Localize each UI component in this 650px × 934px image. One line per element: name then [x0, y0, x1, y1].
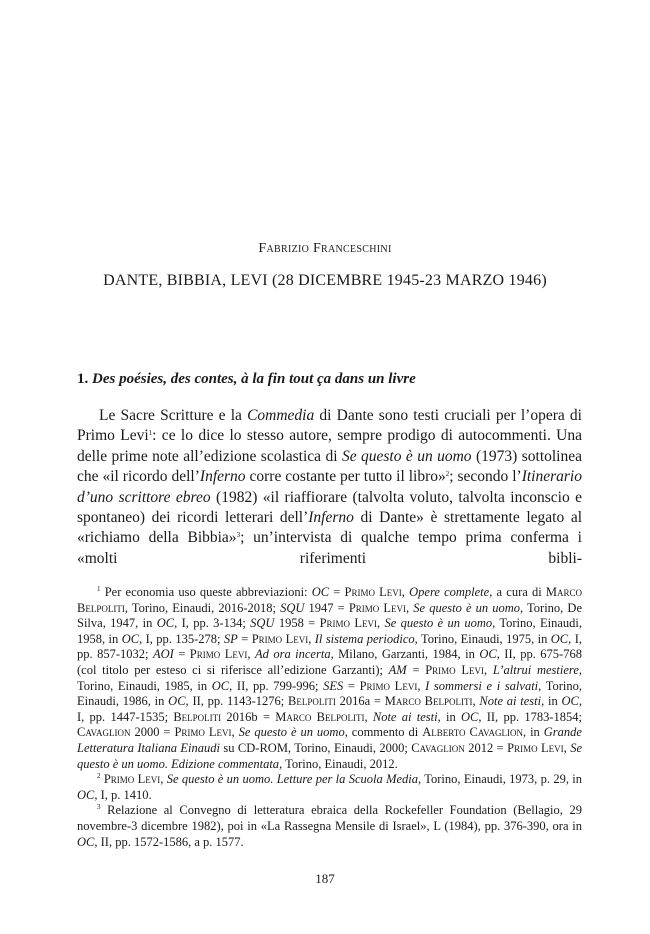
text-run: ,	[563, 740, 571, 755]
text-run: , in	[437, 709, 461, 724]
footnote-ref: 2	[445, 470, 450, 479]
article-title: DANTE, BIBBIA, LEVI (28 DICEMBRE 1945-23 MARZO 1946)	[103, 272, 547, 289]
text-run: , Torino, Einaudi, 1958, in	[77, 616, 583, 646]
page-number: 187	[315, 871, 335, 886]
text-run: Note ai testi	[372, 709, 438, 724]
text-run: =	[406, 662, 426, 677]
text-run: Note ai testi	[479, 694, 542, 709]
text-run: Se questo è un uomo	[341, 447, 472, 465]
text-run: : ce lo dice lo stesso autore, sempre prodigo di autocommenti. Una delle prime note all’edizione scolastica di	[77, 427, 582, 465]
text-run: , Milano, Garzanti, 1984, in	[330, 647, 480, 662]
text-run: , II, pp. 1572-1586, a p. 1577.	[94, 834, 244, 849]
text-run: Per economia uso queste abbreviazioni:	[104, 585, 312, 599]
text-run: Primo Levi	[507, 740, 564, 755]
text-run: OC	[311, 585, 330, 599]
text-run: 2016a =	[335, 694, 385, 709]
text-run: =	[343, 678, 360, 693]
text-run: OC	[77, 787, 95, 802]
text-run: OC	[156, 616, 175, 631]
text-run: 1958 =	[274, 616, 320, 631]
text-run: , Torino, Einaudi, 1986, in	[77, 678, 582, 709]
text-run: OC	[77, 834, 95, 849]
footnote-mark: 2	[97, 772, 101, 781]
text-run: L’altrui mestiere	[492, 662, 579, 677]
text-run: Se questo è un uomo. Edizione commentata	[77, 740, 583, 771]
text-run: OC	[211, 678, 230, 693]
text-run: , Torino, Einaudi, 1973, p. 29, in	[418, 772, 582, 787]
text-run: di Dante» è strettamente legato al «richiamo della Bibbia»	[77, 509, 583, 547]
footnotes	[77, 585, 582, 850]
text-run: Alberto Cavaglion	[422, 725, 523, 740]
text-run: Grande Letteratura Italiana Einaudi	[77, 725, 582, 755]
text-run: Belpoliti	[173, 709, 222, 724]
author-name: Fabrizio Franceschini	[258, 241, 392, 256]
text-run: , I, pp. 857-1032;	[77, 631, 582, 662]
text-run: 1947 =	[304, 600, 349, 615]
text-run: AOI	[152, 647, 174, 662]
section-title: Des poésies, des contes, à la fin tout ça dans un livre	[92, 371, 416, 387]
text-run: Marco Belpoliti	[275, 709, 365, 724]
text-run: Opere complete	[409, 585, 490, 599]
text-run: Primo Levi	[359, 678, 418, 693]
text-run: Primo Levi	[348, 600, 407, 615]
text-run: Cavaglion	[411, 740, 465, 755]
text-run: AM	[388, 662, 407, 677]
text-run: OC	[561, 694, 579, 709]
text-run: ,	[160, 772, 167, 787]
text-run: SES	[323, 678, 344, 693]
text-run: ,	[417, 678, 426, 693]
text-run: Inferno	[199, 468, 246, 486]
text-run: Cavaglion	[77, 725, 131, 740]
text-run: Primo Levi	[319, 616, 377, 631]
text-run: =	[237, 631, 252, 646]
text-run: ,	[406, 600, 414, 615]
text-run: Relazione al Convegno di letteratura ebraica della Rockefeller Foundation (Bellagio, 29 novembre-3 dicembre 1982), poi in «La Rassegna Mensile di Israel», L (1984), pp. 376-390, ora in	[77, 803, 582, 833]
text-run: Se questo è un uomo. Letture per la Scuola Media	[166, 772, 419, 787]
section-heading	[77, 371, 587, 388]
text-run: ; un’intervista di qualche tempo prima conferma i «molti riferimenti bibli-	[77, 529, 582, 567]
text-run: , in	[523, 725, 544, 740]
text-run: , commento di	[344, 725, 423, 740]
text-run: , Torino, Einaudi, 2016-2018;	[124, 600, 281, 615]
text-run: ,	[401, 585, 410, 599]
text-run: , II, pp. 1143-1276;	[185, 694, 289, 709]
text-run: Inferno	[308, 509, 354, 527]
text-run: , Torino, De Silva, 1947, in	[77, 600, 582, 631]
text-run: 2016b =	[221, 709, 276, 724]
text-run: , II, pp. 799-996;	[229, 678, 324, 693]
text-run: , I, pp. 3-134;	[174, 616, 251, 631]
text-run: Le Sacre Scritture e la	[99, 407, 248, 424]
text-run: (1982) «il riaffiorare (talvolta voluto, talvolta inconscio e spontaneo) dei ricordi letterari dell’	[77, 488, 582, 527]
body-text	[77, 406, 582, 569]
text-run: ,	[247, 647, 255, 662]
text-run: ,	[377, 616, 385, 631]
text-run: SP	[223, 631, 238, 646]
text-run: Il sistema periodico	[314, 631, 415, 646]
footnote-3	[77, 803, 582, 850]
footnote-ref: 3	[236, 531, 241, 540]
text-run: Ad ora incerta	[254, 647, 331, 662]
text-run: =	[173, 647, 190, 662]
text-run: ,	[231, 725, 239, 740]
text-run: ,	[484, 662, 493, 677]
body-paragraph	[77, 406, 582, 569]
text-run: Marco Belpoliti	[384, 694, 473, 709]
text-run: di Dante sono testi cruciali per l’opera di Primo Levi	[77, 407, 582, 445]
text-run: ,	[364, 709, 373, 724]
text-run: Primo Levi	[174, 725, 232, 740]
text-run: Se questo è un uomo	[238, 725, 345, 740]
text-run: Primo Levi	[251, 631, 309, 646]
text-run: Primo Levi	[103, 772, 161, 787]
footnote-ref: 1	[148, 429, 153, 438]
text-run: OC	[479, 647, 497, 662]
text-run: 2000 =	[130, 725, 175, 740]
text-run: OC	[168, 694, 186, 709]
footnote-2	[77, 772, 582, 803]
text-run: , a cura di	[489, 585, 546, 599]
text-run: Commedia	[247, 407, 315, 424]
section-number: 1.	[77, 371, 89, 387]
text-run: Se questo è un uomo	[413, 600, 521, 615]
text-run: ,	[472, 694, 480, 709]
text-run: I sommersi e i salvati	[425, 678, 539, 693]
text-run: OC	[550, 631, 569, 646]
text-run: , I, pp. 1447-1535;	[77, 694, 583, 724]
text-run: , I, pp. 135-278;	[139, 631, 224, 646]
text-run: OC	[121, 631, 140, 646]
text-run: Marco Belpoliti	[77, 585, 583, 615]
text-run: , II, pp. 675-768 (col titolo per esteso ci si riferisce all’edizione Garzanti);	[77, 647, 582, 677]
text-run: , Torino, Einaudi, 2012.	[279, 756, 398, 771]
text-run: Itinerario d’uno scrittore ebreo	[77, 468, 582, 506]
text-run: Se questo è un uomo	[384, 616, 493, 631]
text-run: , Torino, Einaudi, 1985, in	[77, 662, 582, 693]
footnote-mark: 3	[97, 803, 101, 812]
text-run: , I, p. 1410.	[94, 787, 152, 802]
text-run: , II, pp. 1783-1854;	[478, 709, 582, 724]
text-run: 2012 =	[464, 740, 508, 755]
text-run: Belpoliti	[288, 694, 336, 709]
text-run: Primo Levi	[344, 585, 402, 599]
text-run: (1973) sottolinea che «il ricordo dell’	[77, 447, 582, 486]
text-run: ; secondo l’	[449, 468, 522, 486]
text-run: , in	[541, 694, 562, 709]
text-run: su CD-ROM, Torino, Einaudi, 2000;	[219, 740, 412, 755]
text-run: , Torino, Einaudi, 1975, in	[414, 631, 551, 646]
text-run: corre costante per tutto il libro»	[245, 468, 446, 486]
text-run: Primo Levi	[425, 662, 484, 677]
text-run: SQU	[280, 600, 305, 615]
text-run: SQU	[250, 616, 275, 631]
text-run: ,	[308, 631, 315, 646]
text-run: =	[329, 585, 345, 599]
footnote-mark: 1	[97, 585, 101, 593]
text-run: Primo Levi	[189, 647, 248, 662]
footnote-1	[77, 585, 582, 772]
text-run: OC	[460, 709, 479, 724]
